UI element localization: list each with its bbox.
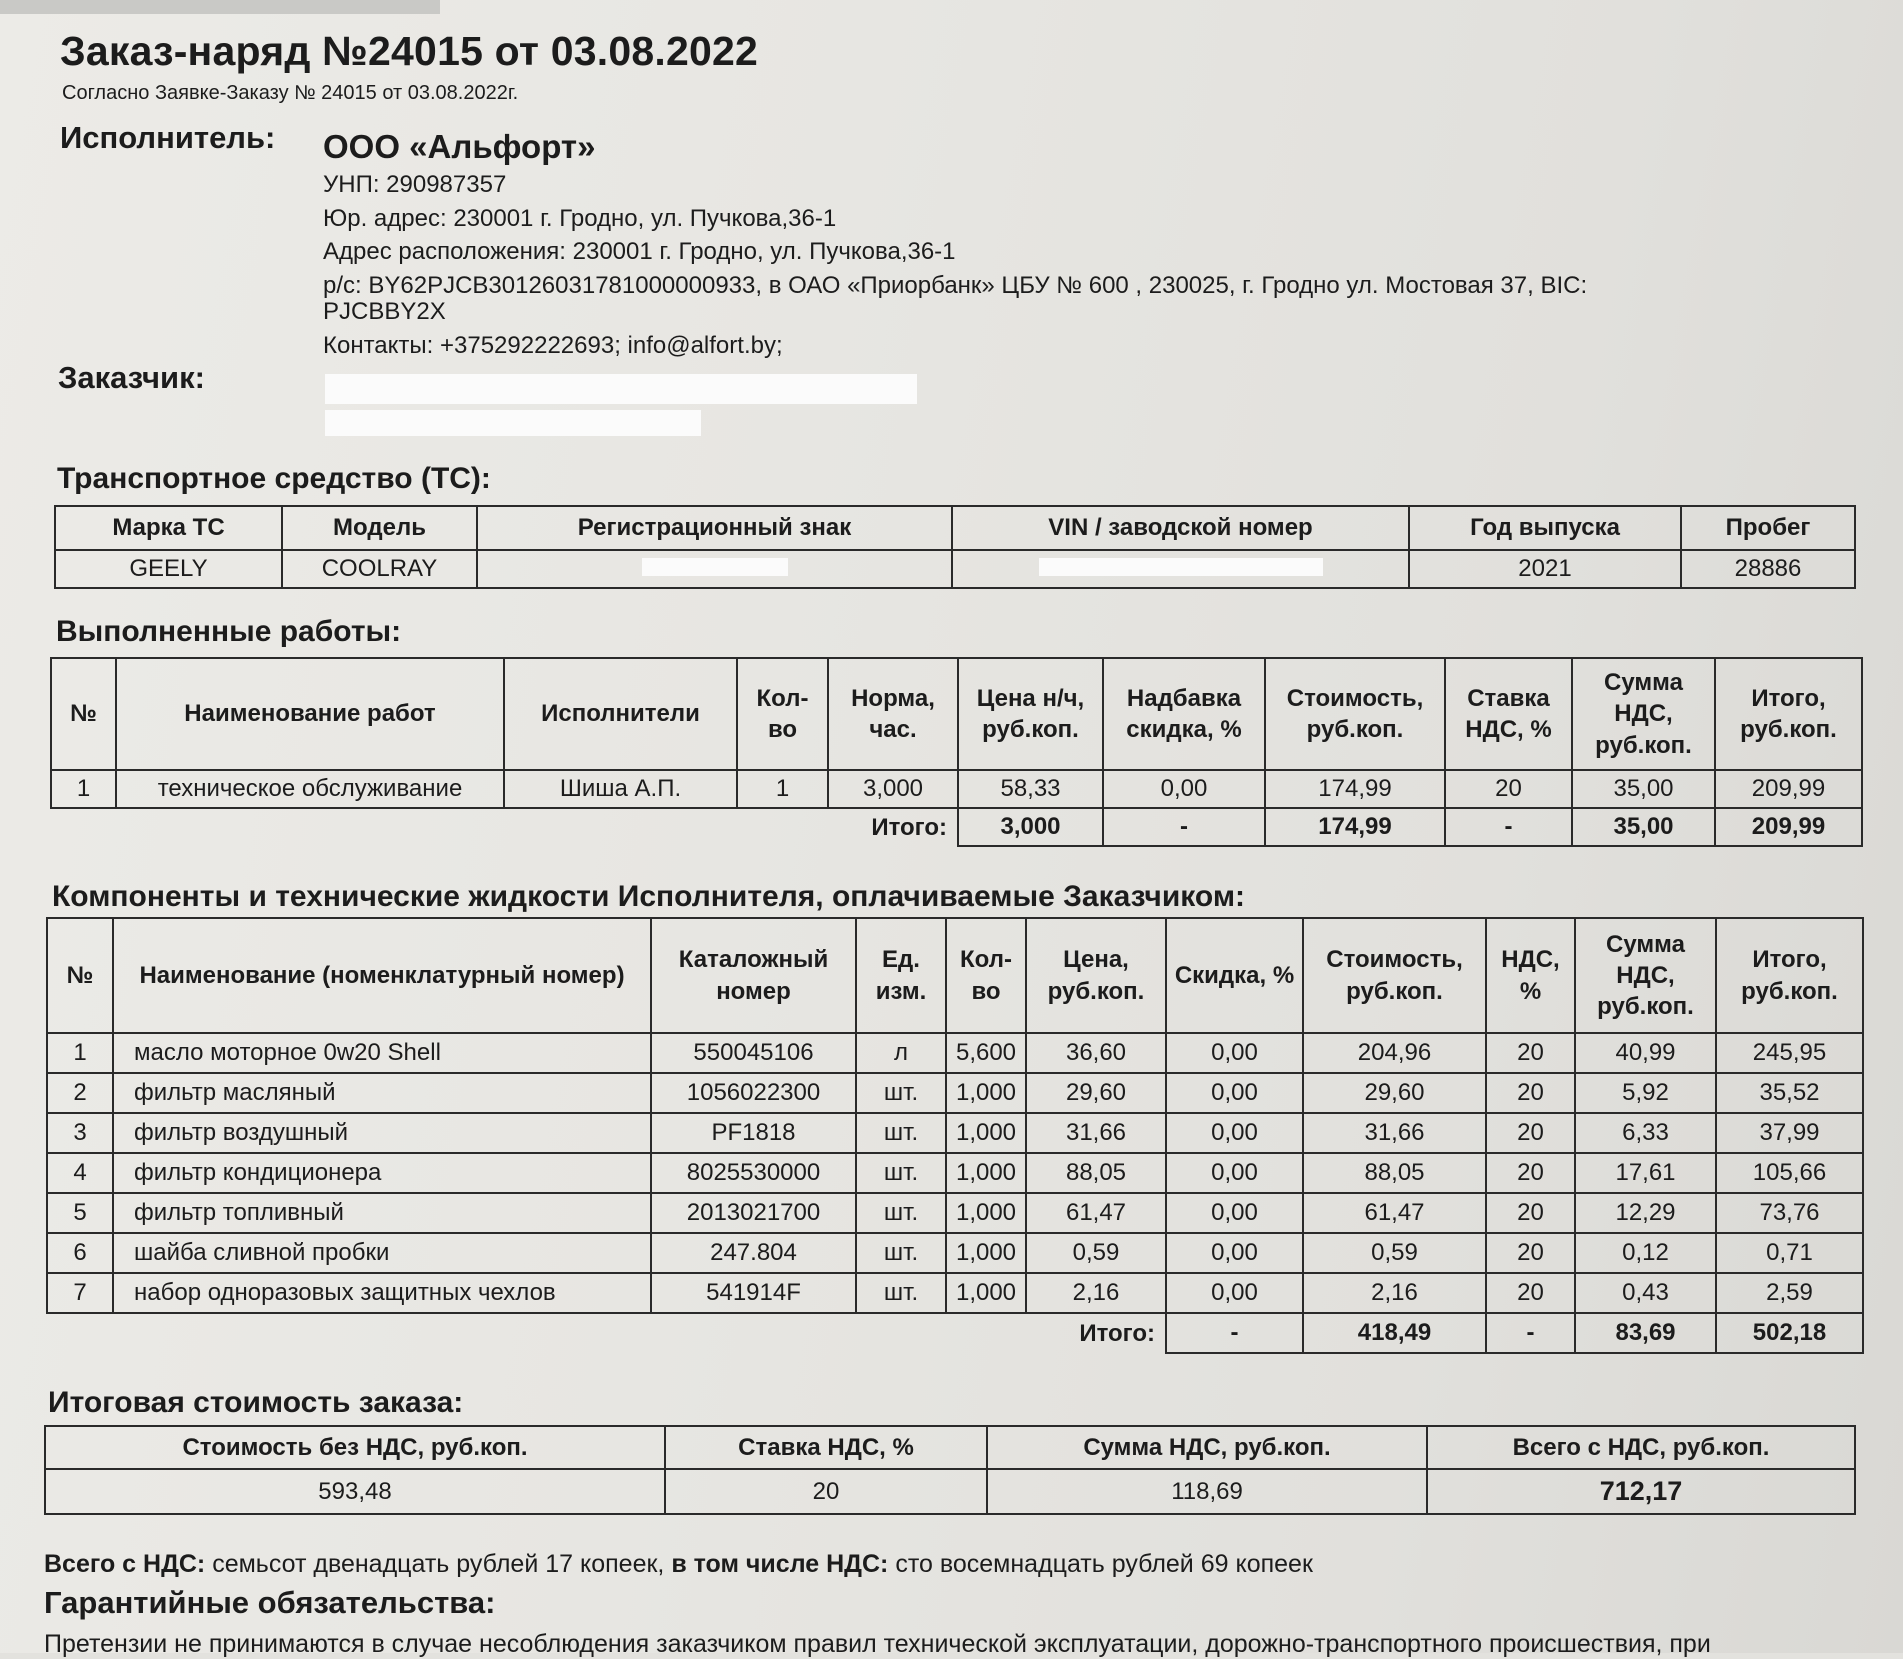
part-unit: шт. xyxy=(856,1153,946,1193)
vehicle-vin-cell xyxy=(952,550,1409,588)
executor-account-line2: PJCBBY2X xyxy=(323,298,446,325)
part-vat: 20 xyxy=(1486,1073,1575,1113)
empty-cell xyxy=(113,1313,651,1353)
part-cost: 2,16 xyxy=(1303,1273,1486,1313)
part-price: 0,59 xyxy=(1026,1233,1166,1273)
work-vat-rate: 20 xyxy=(1445,770,1572,808)
vehicle-mileage: 28886 xyxy=(1681,550,1855,588)
part-qty: 1,000 xyxy=(946,1073,1026,1113)
vehicle-header: Модель xyxy=(282,506,477,550)
summary-header: Всего с НДС, руб.коп. xyxy=(1427,1426,1855,1469)
works-header: Исполнители xyxy=(504,658,737,770)
works-total-total: 209,99 xyxy=(1715,808,1862,846)
parts-header: Сумма НДС, руб.коп. xyxy=(1575,918,1716,1033)
work-price: 58,33 xyxy=(958,770,1103,808)
vehicle-header: Марка ТС xyxy=(55,506,282,550)
vehicle-brand: GEELY xyxy=(55,550,282,588)
parts-header: Кол-во xyxy=(946,918,1026,1033)
part-price: 36,60 xyxy=(1026,1033,1166,1073)
vin-redaction xyxy=(1039,558,1323,576)
customer-label: Заказчик: xyxy=(58,360,205,395)
parts-header: Итого, руб.коп. xyxy=(1716,918,1863,1033)
part-cost: 61,47 xyxy=(1303,1193,1486,1233)
vehicle-header: VIN / заводской номер xyxy=(952,506,1409,550)
works-header: Наименование работ xyxy=(116,658,504,770)
works-total-row xyxy=(51,808,1862,846)
summary-header: Сумма НДС, руб.коп. xyxy=(987,1426,1427,1469)
part-number: 4 xyxy=(47,1153,113,1193)
works-header: Ставка НДС, % xyxy=(1445,658,1572,770)
work-cost: 174,99 xyxy=(1265,770,1445,808)
part-total: 37,99 xyxy=(1716,1113,1863,1153)
works-header: Стоимость, руб.коп. xyxy=(1265,658,1445,770)
summary-net-cost: 593,48 xyxy=(45,1469,665,1514)
table-row xyxy=(47,1273,1863,1313)
part-number: 7 xyxy=(47,1273,113,1313)
part-price: 61,47 xyxy=(1026,1193,1166,1233)
part-unit: шт. xyxy=(856,1273,946,1313)
executor-legal-address: Юр. адрес: 230001 г. Гродно, ул. Пучкова,36-1 xyxy=(323,205,837,232)
part-total: 245,95 xyxy=(1716,1033,1863,1073)
works-header: Надбавка скидка, % xyxy=(1103,658,1265,770)
part-vat: 20 xyxy=(1486,1033,1575,1073)
part-vat: 20 xyxy=(1486,1193,1575,1233)
parts-total-vat: - xyxy=(1486,1313,1575,1353)
part-vat-sum: 0,12 xyxy=(1575,1233,1716,1273)
part-vat: 20 xyxy=(1486,1113,1575,1153)
total-words-label1: Всего с НДС: xyxy=(44,1550,206,1578)
parts-total-total: 502,18 xyxy=(1716,1313,1863,1353)
part-name: масло моторное 0w20 Shell xyxy=(113,1033,651,1073)
parts-header: Каталожный номер xyxy=(651,918,856,1033)
part-discount: 0,00 xyxy=(1166,1113,1303,1153)
part-qty: 1,000 xyxy=(946,1153,1026,1193)
total-words-text2: сто восемнадцать рублей 69 копеек xyxy=(895,1550,1313,1578)
executor-location-address: Адрес расположения: 230001 г. Гродно, ул. Пучкова,36-1 xyxy=(323,238,956,265)
works-header: Норма, час. xyxy=(828,658,958,770)
parts-header: Наименование (номенклатурный номер) xyxy=(113,918,651,1033)
customer-name-redaction xyxy=(325,374,917,404)
part-name: набор одноразовых защитных чехлов xyxy=(113,1273,651,1313)
part-number: 5 xyxy=(47,1193,113,1233)
part-name: фильтр топливный xyxy=(113,1193,651,1233)
part-catalog: PF1818 xyxy=(651,1113,856,1153)
part-number: 6 xyxy=(47,1233,113,1273)
works-section-title: Выполненные работы: xyxy=(56,615,402,648)
plate-redaction xyxy=(642,558,788,576)
works-total-vat-rate: - xyxy=(1445,808,1572,846)
parts-total-cost: 418,49 xyxy=(1303,1313,1486,1353)
table-row xyxy=(47,1233,1863,1273)
customer-details-redaction xyxy=(325,410,701,436)
parts-header: НДС, % xyxy=(1486,918,1575,1033)
parts-total-label: Итого: xyxy=(1079,1319,1155,1347)
part-discount: 0,00 xyxy=(1166,1193,1303,1233)
part-catalog: 247.804 xyxy=(651,1233,856,1273)
part-price: 2,16 xyxy=(1026,1273,1166,1313)
part-vat-sum: 40,99 xyxy=(1575,1033,1716,1073)
works-header: Итого, руб.коп. xyxy=(1715,658,1862,770)
executor-contacts: Контакты: +375292222693; info@alfort.by; xyxy=(323,332,783,359)
warranty-title: Гарантийные обязательства: xyxy=(44,1585,496,1620)
part-unit: шт. xyxy=(856,1113,946,1153)
part-qty: 1,000 xyxy=(946,1113,1026,1153)
part-number: 3 xyxy=(47,1113,113,1153)
part-unit: шт. xyxy=(856,1073,946,1113)
work-name: техническое обслуживание xyxy=(116,770,504,808)
works-header: Кол-во xyxy=(737,658,828,770)
part-vat-sum: 6,33 xyxy=(1575,1113,1716,1153)
parts-total-vat-sum: 83,69 xyxy=(1575,1313,1716,1353)
work-vat-sum: 35,00 xyxy=(1572,770,1715,808)
empty-cell xyxy=(504,808,737,846)
works-table xyxy=(50,657,1863,847)
part-vat-sum: 12,29 xyxy=(1575,1193,1716,1233)
vehicle-table xyxy=(54,505,1856,589)
table-row xyxy=(51,770,1862,808)
works-total-cost: 174,99 xyxy=(1265,808,1445,846)
empty-cell xyxy=(856,1313,946,1353)
part-catalog: 8025530000 xyxy=(651,1153,856,1193)
works-total-hours: 3,000 xyxy=(958,808,1103,846)
summary-vat-rate: 20 xyxy=(665,1469,987,1514)
part-price: 31,66 xyxy=(1026,1113,1166,1153)
work-hours: 3,000 xyxy=(828,770,958,808)
part-discount: 0,00 xyxy=(1166,1073,1303,1113)
total-words-label2: в том числе НДС: xyxy=(671,1550,889,1578)
part-catalog: 541914F xyxy=(651,1273,856,1313)
part-qty: 1,000 xyxy=(946,1193,1026,1233)
part-qty: 1,000 xyxy=(946,1233,1026,1273)
parts-header: Цена, руб.коп. xyxy=(1026,918,1166,1033)
empty-cell xyxy=(651,1313,856,1353)
part-vat: 20 xyxy=(1486,1153,1575,1193)
part-vat-sum: 17,61 xyxy=(1575,1153,1716,1193)
executor-unp: УНП: 290987357 xyxy=(323,171,507,198)
part-catalog: 550045106 xyxy=(651,1033,856,1073)
part-cost: 31,66 xyxy=(1303,1113,1486,1153)
vehicle-header: Регистрационный знак xyxy=(477,506,952,550)
part-discount: 0,00 xyxy=(1166,1033,1303,1073)
work-worker: Шиша А.П. xyxy=(504,770,737,808)
part-catalog: 2013021700 xyxy=(651,1193,856,1233)
vehicle-header: Год выпуска xyxy=(1409,506,1681,550)
part-price: 29,60 xyxy=(1026,1073,1166,1113)
part-cost: 29,60 xyxy=(1303,1073,1486,1113)
part-qty: 1,000 xyxy=(946,1273,1026,1313)
summary-header: Стоимость без НДС, руб.коп. xyxy=(45,1426,665,1469)
part-name: фильтр кондиционера xyxy=(113,1153,651,1193)
vehicle-header: Пробег xyxy=(1681,506,1855,550)
vehicle-plate-cell xyxy=(477,550,952,588)
summary-header: Ставка НДС, % xyxy=(665,1426,987,1469)
executor-label: Исполнитель: xyxy=(60,120,276,155)
total-in-words xyxy=(44,1550,1313,1579)
warranty-text: Претензии не принимаются в случае несоблюдения заказчиком правил технической эксплуатации, дорожно-транспортного происшествия, при xyxy=(44,1630,1711,1658)
part-total: 2,59 xyxy=(1716,1273,1863,1313)
work-discount: 0,00 xyxy=(1103,770,1265,808)
table-row xyxy=(47,1193,1863,1233)
summary-section-title: Итоговая стоимость заказа: xyxy=(48,1386,464,1419)
part-cost: 204,96 xyxy=(1303,1033,1486,1073)
executor-name: ООО «Альфорт» xyxy=(323,128,596,165)
works-total-vat-sum: 35,00 xyxy=(1572,808,1715,846)
works-header: № xyxy=(51,658,116,770)
executor-account-line1: р/с: BY62PJCB30126031781000000933, в ОАО «Приорбанк» ЦБУ № 600 , 230025, г. Гродно ул. Мостовая 37, BIC: xyxy=(323,272,1588,299)
works-total-label: Итого: xyxy=(871,813,947,841)
part-total: 0,71 xyxy=(1716,1233,1863,1273)
summary-table xyxy=(44,1425,1856,1515)
part-unit: шт. xyxy=(856,1193,946,1233)
part-discount: 0,00 xyxy=(1166,1273,1303,1313)
part-qty: 5,600 xyxy=(946,1033,1026,1073)
empty-cell xyxy=(47,1313,113,1353)
work-total: 209,99 xyxy=(1715,770,1862,808)
document-title: Заказ-наряд №24015 от 03.08.2022 xyxy=(60,28,758,74)
empty-cell xyxy=(51,808,116,846)
works-total-discount: - xyxy=(1103,808,1265,846)
parts-header: № xyxy=(47,918,113,1033)
parts-total-row xyxy=(47,1313,1863,1353)
document-subtitle: Согласно Заявке-Заказу № 24015 от 03.08.2022г. xyxy=(62,82,519,104)
part-number: 2 xyxy=(47,1073,113,1113)
part-price: 88,05 xyxy=(1026,1153,1166,1193)
parts-header: Скидка, % xyxy=(1166,918,1303,1033)
table-row xyxy=(47,1073,1863,1113)
work-number: 1 xyxy=(51,770,116,808)
part-cost: 88,05 xyxy=(1303,1153,1486,1193)
works-header: Цена н/ч, руб.коп. xyxy=(958,658,1103,770)
vehicle-model: COOLRAY xyxy=(282,550,477,588)
page-edge xyxy=(0,0,440,14)
part-catalog: 1056022300 xyxy=(651,1073,856,1113)
parts-header: Ед. изм. xyxy=(856,918,946,1033)
part-discount: 0,00 xyxy=(1166,1153,1303,1193)
part-name: фильтр масляный xyxy=(113,1073,651,1113)
vehicle-year: 2021 xyxy=(1409,550,1681,588)
summary-vat-sum: 118,69 xyxy=(987,1469,1427,1514)
work-qty: 1 xyxy=(737,770,828,808)
part-number: 1 xyxy=(47,1033,113,1073)
total-words-text1: семьсот двенадцать рублей 17 копеек, xyxy=(212,1550,665,1578)
table-row xyxy=(47,1033,1863,1073)
part-unit: шт. xyxy=(856,1233,946,1273)
table-row xyxy=(47,1153,1863,1193)
part-vat-sum: 5,92 xyxy=(1575,1073,1716,1113)
part-name: шайба сливной пробки xyxy=(113,1233,651,1273)
part-total: 105,66 xyxy=(1716,1153,1863,1193)
part-vat: 20 xyxy=(1486,1273,1575,1313)
parts-section-title: Компоненты и технические жидкости Исполнителя, оплачиваемые Заказчиком: xyxy=(52,880,1246,913)
table-row xyxy=(47,1113,1863,1153)
summary-grand-total: 712,17 xyxy=(1427,1469,1855,1514)
part-cost: 0,59 xyxy=(1303,1233,1486,1273)
part-discount: 0,00 xyxy=(1166,1233,1303,1273)
works-header: Сумма НДС, руб.коп. xyxy=(1572,658,1715,770)
parts-table xyxy=(46,917,1864,1354)
empty-cell xyxy=(116,808,504,846)
part-unit: л xyxy=(856,1033,946,1073)
part-vat: 20 xyxy=(1486,1233,1575,1273)
vehicle-section-title: Транспортное средство (ТС): xyxy=(57,462,491,495)
parts-total-discount: - xyxy=(1166,1313,1303,1353)
parts-header: Стоимость, руб.коп. xyxy=(1303,918,1486,1033)
part-name: фильтр воздушный xyxy=(113,1113,651,1153)
part-total: 73,76 xyxy=(1716,1193,1863,1233)
part-vat-sum: 0,43 xyxy=(1575,1273,1716,1313)
part-total: 35,52 xyxy=(1716,1073,1863,1113)
